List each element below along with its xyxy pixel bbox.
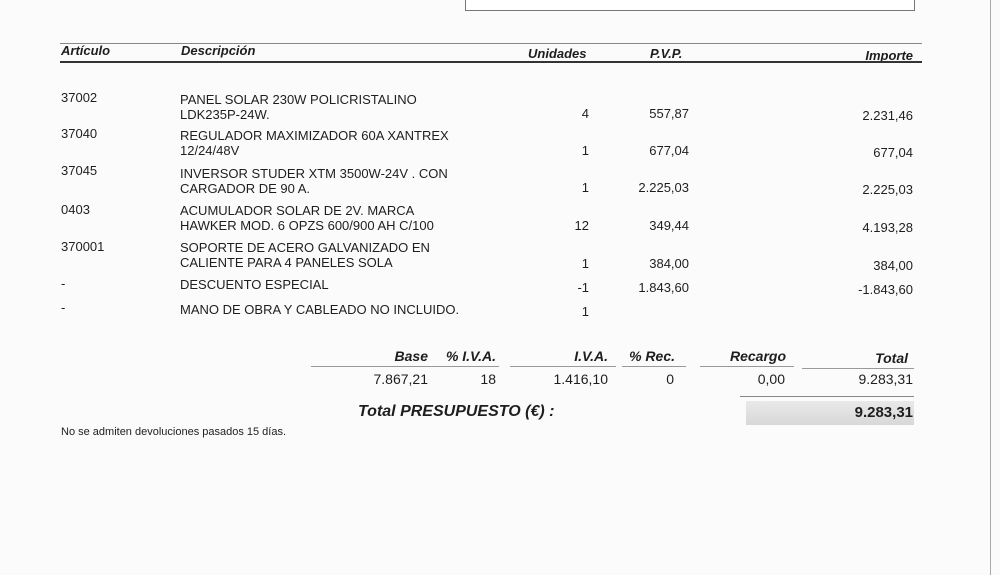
summary-rule bbox=[700, 366, 794, 367]
item-description-line1: DESCUENTO ESPECIAL bbox=[180, 277, 329, 292]
page-edge bbox=[990, 0, 991, 575]
item-units: 4 bbox=[581, 106, 589, 121]
item-description-line1: REGULADOR MAXIMIZADOR 60A XANTREX bbox=[180, 128, 449, 143]
summary-value-iva: 1.416,10 bbox=[553, 371, 608, 387]
summary-value-recargo: 0,00 bbox=[757, 371, 785, 387]
summary-label-pct-rec: % Rec. bbox=[629, 348, 675, 364]
summary-value-base: 7.867,21 bbox=[373, 371, 428, 387]
item-pvp: 1.843,60 bbox=[638, 280, 689, 295]
summary-rule bbox=[802, 368, 914, 369]
client-info-box bbox=[465, 0, 915, 11]
item-code: - bbox=[61, 300, 66, 315]
col-header-importe: Importe bbox=[865, 48, 913, 63]
item-pvp: 384,00 bbox=[649, 256, 689, 271]
item-importe: -1.843,60 bbox=[858, 282, 913, 297]
item-code: 37040 bbox=[61, 126, 98, 141]
item-units: 1 bbox=[581, 180, 589, 195]
summary-rule bbox=[510, 366, 616, 367]
item-code: 37045 bbox=[61, 163, 98, 178]
item-importe: 4.193,28 bbox=[862, 220, 913, 235]
item-pvp: 557,87 bbox=[649, 106, 689, 121]
summary-label-pct-iva: % I.V.A. bbox=[445, 348, 496, 364]
returns-note: No se admiten devoluciones pasados 15 días. bbox=[61, 426, 287, 438]
item-description-line2: 12/24/48V bbox=[180, 143, 240, 158]
summary-label-base: Base bbox=[394, 348, 428, 364]
total-presupuesto-label: Total PRESUPUESTO (€) : bbox=[358, 403, 555, 420]
summary-rule bbox=[311, 366, 499, 367]
item-importe: 384,00 bbox=[873, 258, 913, 273]
item-description-line1: MANO DE OBRA Y CABLEADO NO INCLUIDO. bbox=[180, 302, 460, 317]
item-units: 1 bbox=[581, 143, 589, 158]
col-header-descripcion: Descripción bbox=[181, 43, 256, 58]
item-code: 0403 bbox=[61, 202, 90, 217]
item-importe: 677,04 bbox=[873, 145, 913, 160]
total-rule bbox=[740, 396, 914, 397]
item-description-line2: HAWKER MOD. 6 OPZS 600/900 AH C/100 bbox=[180, 218, 434, 233]
item-description-line2: CARGADOR DE 90 A. bbox=[180, 181, 311, 196]
summary-value-pct-rec: 0 bbox=[666, 371, 674, 387]
summary-rule bbox=[622, 366, 686, 367]
col-header-articulo: Artículo bbox=[61, 43, 111, 58]
item-pvp: 2.225,03 bbox=[638, 180, 689, 195]
item-code: - bbox=[61, 276, 66, 291]
summary-value-total: 9.283,31 bbox=[858, 371, 913, 387]
item-units: 1 bbox=[581, 304, 589, 319]
item-description-line1: SOPORTE DE ACERO GALVANIZADO EN bbox=[180, 240, 430, 255]
item-units: 1 bbox=[581, 256, 589, 271]
summary-label-total: Total bbox=[875, 350, 908, 366]
item-importe: 2.225,03 bbox=[862, 182, 913, 197]
item-importe: 2.231,46 bbox=[862, 108, 913, 123]
summary-label-iva: I.V.A. bbox=[574, 348, 608, 364]
summary-label-recargo: Recargo bbox=[729, 348, 786, 364]
summary-value-pct-iva: 18 bbox=[480, 371, 496, 387]
item-description-line2: CALIENTE PARA 4 PANELES SOLA bbox=[180, 255, 393, 270]
total-presupuesto-value: 9.283,31 bbox=[854, 404, 913, 421]
item-description-line1: PANEL SOLAR 230W POLICRISTALINO bbox=[180, 92, 417, 107]
header-bottom-rule bbox=[60, 61, 922, 63]
item-description-line2: LDK235P-24W. bbox=[180, 107, 270, 122]
item-units: 12 bbox=[574, 218, 589, 233]
item-code: 37002 bbox=[61, 90, 98, 105]
item-pvp: 349,44 bbox=[649, 218, 689, 233]
item-pvp: 677,04 bbox=[649, 143, 689, 158]
item-code: 370001 bbox=[61, 239, 105, 254]
col-header-unidades: Unidades bbox=[528, 46, 587, 61]
item-description-line1: INVERSOR STUDER XTM 3500W-24V . CON bbox=[180, 166, 448, 181]
item-units: -1 bbox=[577, 280, 589, 295]
item-description-line1: ACUMULADOR SOLAR DE 2V. MARCA bbox=[180, 203, 415, 218]
col-header-pvp: P.V.P. bbox=[650, 46, 683, 61]
